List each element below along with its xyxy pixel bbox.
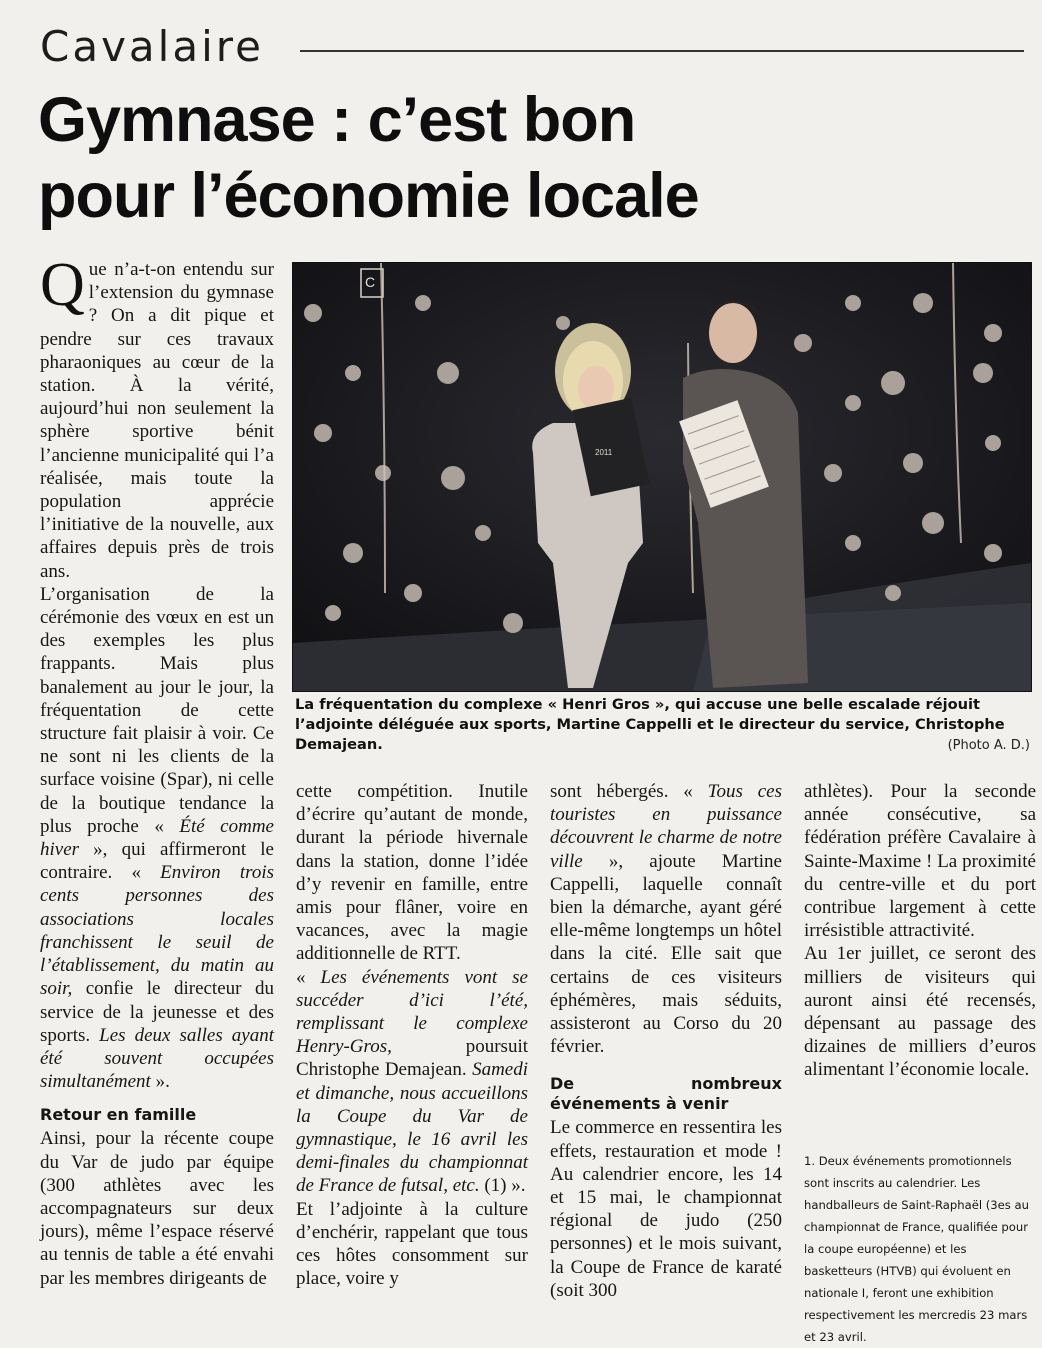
text-run-italic: Samedi et dimanche, nous accueillons la Coupe du Var de gymnastique, le 16 avril les demi-finales du championnat de France de futsal, etc. xyxy=(296,1059,528,1197)
article-column-4 xyxy=(804,780,1036,1082)
paragraph-competition: cette compétition. Inutile d’écrire qu’autant de monde, durant la période hivernale dans la station, donne l’idée d’y revenir en famille, entre amis pour flâner, voire en vacances, avec la magie additionnelle de RTT. xyxy=(296,781,528,965)
article-column-2 xyxy=(296,780,528,1290)
paragraph-intro-text: ue n’a-t-on entendu sur l’extension du gymnase ? On a dit pique et pendre sur ces travaux pharaoniques au cœur de la station. À la vérité, aujourd’hui non seulement la sphère sportive bénit l’ancienne municipalité qui l’a réalisée, mais toute la population apprécie l’initiative de la nouvelle, aux affaires depuis près de trois ans. xyxy=(40,259,274,582)
paragraph-july: Au 1er juillet, ce seront des milliers de visiteurs qui auront ainsi été recensés, dépensant au passage des dizaines de milliers d’euros alimentant l’économie locale. xyxy=(804,943,1036,1081)
paragraph-culture: Et l’adjointe à la culture d’enchérir, rappelant que tous ces hôtes consomment sur place, voire y xyxy=(296,1198,528,1290)
text-run: (1) ». xyxy=(479,1175,526,1197)
subheading-retour-en-famille: Retour en famille xyxy=(40,1105,197,1125)
paragraph-athletes: athlètes). Pour la seconde année consécutive, sa fédération préfère Cavalaire à Sainte-Maxime ! La proximité du centre-ville et du port contribue largement à cette irrésistible attractivité. xyxy=(804,781,1036,942)
paragraph-intro xyxy=(40,251,274,583)
paragraph-commerce: Le commerce en ressentira les effets, restauration et mode ! Au calendrier encore, les 14 et 15 mai, le championnat régional de judo (250 personnes) et le mois suivant, la Coupe de France de karaté (soit 300 xyxy=(550,1117,782,1301)
text-run: confie le directeur du service de la jeunesse et des sports. xyxy=(40,978,274,1046)
text-run-italic: Tous ces touristes en puissance découvrent le charme de notre ville xyxy=(550,781,782,872)
text-run-italic: Été comme hiver xyxy=(40,815,274,861)
text-run: », ajoute Martine Cappelli, laquelle connaît bien la démarche, ayant géré elle-même longtemps un hôtel dans la cité. Elle sait que certains de ces visiteurs éphémères, mais séduits, assisteront au Corso du 20 février. xyxy=(550,850,782,1058)
climbing-wall-photo-illustration xyxy=(293,263,1031,691)
article-column-1 xyxy=(40,251,274,1290)
article-headline xyxy=(38,82,1018,234)
kicker-rule xyxy=(300,50,1024,52)
photo-caption: La fréquentation du complexe « Henri Gros », qui accuse une belle escalade réjouit l’adjointe déléguée aux sports, Martine Cappelli et le directeur du service, Christophe Demajean. xyxy=(295,696,1005,753)
paragraph-tourists xyxy=(550,780,782,1058)
paragraph-ceremony xyxy=(40,583,274,1093)
paragraph-events-quote xyxy=(296,966,528,1198)
text-run: sont hébergés. « xyxy=(550,781,708,802)
subheading-evenements: De nombreux événements à venir xyxy=(550,1074,782,1114)
trophy-year-label: 2011 xyxy=(595,448,613,457)
headline-line-2: pour l’économie locale xyxy=(38,161,699,231)
headline-line-1: Gymnase : c’est bon xyxy=(38,85,636,155)
drop-cap: Q xyxy=(40,251,85,319)
text-run-italic: Environ trois cents personnes des associations locales franchissent le seuil de l’établissement, du matin au soir, xyxy=(40,862,274,1000)
photo-credit: (Photo A. D.) xyxy=(947,738,1030,753)
text-run-italic: Les deux salles ayant été souvent occupées simultanément xyxy=(40,1024,274,1093)
article-photo xyxy=(292,262,1032,692)
text-run-italic: Les événements vont se succéder d’ici l’été, remplissant le complexe Henry-Gros, xyxy=(296,966,528,1058)
article-footnote xyxy=(804,1150,1036,1348)
text-run: ». xyxy=(150,1071,170,1093)
section-kicker: Cavalaire xyxy=(40,22,264,71)
text-run: », qui affirmeront le contraire. « xyxy=(40,839,274,884)
text-run: « xyxy=(296,966,321,988)
paragraph-judo: Ainsi, pour la récente coupe du Var de judo par équipe (300 athlètes avec les accompagnateurs sur deux jours), même l’espace réservé au tennis de table a été envahi par les membres dirigeants de xyxy=(40,1128,274,1289)
article-column-3 xyxy=(550,780,782,1302)
footnote-text: 1. Deux événements promotionnels sont inscrits au calendrier. Les handballeurs de Saint-Raphaël (3es au championnat de France, qualifiée pour la coupe européenne) et les basketteurs (HTVB) qui évoluent en nationale I, feront une exhibition respectivement les mercredis 23 mars et 23 avril. xyxy=(804,1154,1029,1344)
text-run: poursuit Christophe Demajean. xyxy=(296,1036,528,1081)
text-run: L’organisation de la cérémonie des vœux en est un des exemples les plus frappants. Mais plus banalement au jour le jour, la fréquentation de cette structure fait plaisir à voir. Ce ne sont ni les clients de la surface voisine (Spar), ni celle de la boutique tendance la plus proche « xyxy=(40,583,274,837)
wall-mark-label: C xyxy=(365,274,376,290)
